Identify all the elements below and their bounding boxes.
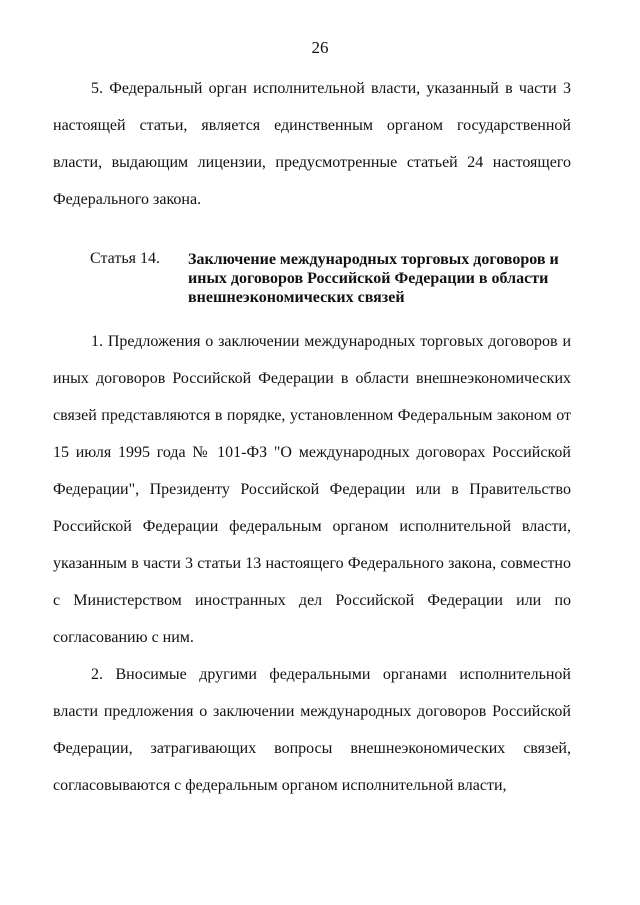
article-title: Заключение международных торговых договоров и иных договоров Российской Федерации в области внешнеэкономических связей — [188, 251, 559, 306]
article-14-body — [53, 323, 571, 804]
section-13-part-5 — [53, 70, 571, 218]
paragraph-5: 5. Федеральный орган исполнительной власти, указанный в части 3 настоящей статьи, является единственным органом государственной власти, выдающим лицензии, предусмотренные статьей 24 настоящего Федерального закона. — [53, 80, 571, 208]
article-label: Статья 14. — [90, 250, 160, 267]
page-number: 26 — [311, 38, 329, 57]
paragraph-2: 2. Вносимые другими федеральными органами исполнительной власти предложения о заключении международных договоров Российской Федерации, затрагивающих вопросы внешнеэкономических связей, согласовываются с федеральным органом исполнительной власти, — [53, 666, 571, 794]
paragraph-1: 1. Предложения о заключении международных торговых договоров и иных договоров Российской Федерации в области внешнеэкономических связей представляются в порядке, установленном Федеральным законом от 15 июля 1995 года № 101-ФЗ "О международных договорах Российской Федерации", Президенту Российской Федерации или в Правительство Российской Федерации федеральным органом исполнительной власти, указанным в части 3 статьи 13 настоящего Федерального закона, совместно с Министерством иностранных дел Российской Федерации или по согласованию с ним. — [53, 333, 571, 646]
